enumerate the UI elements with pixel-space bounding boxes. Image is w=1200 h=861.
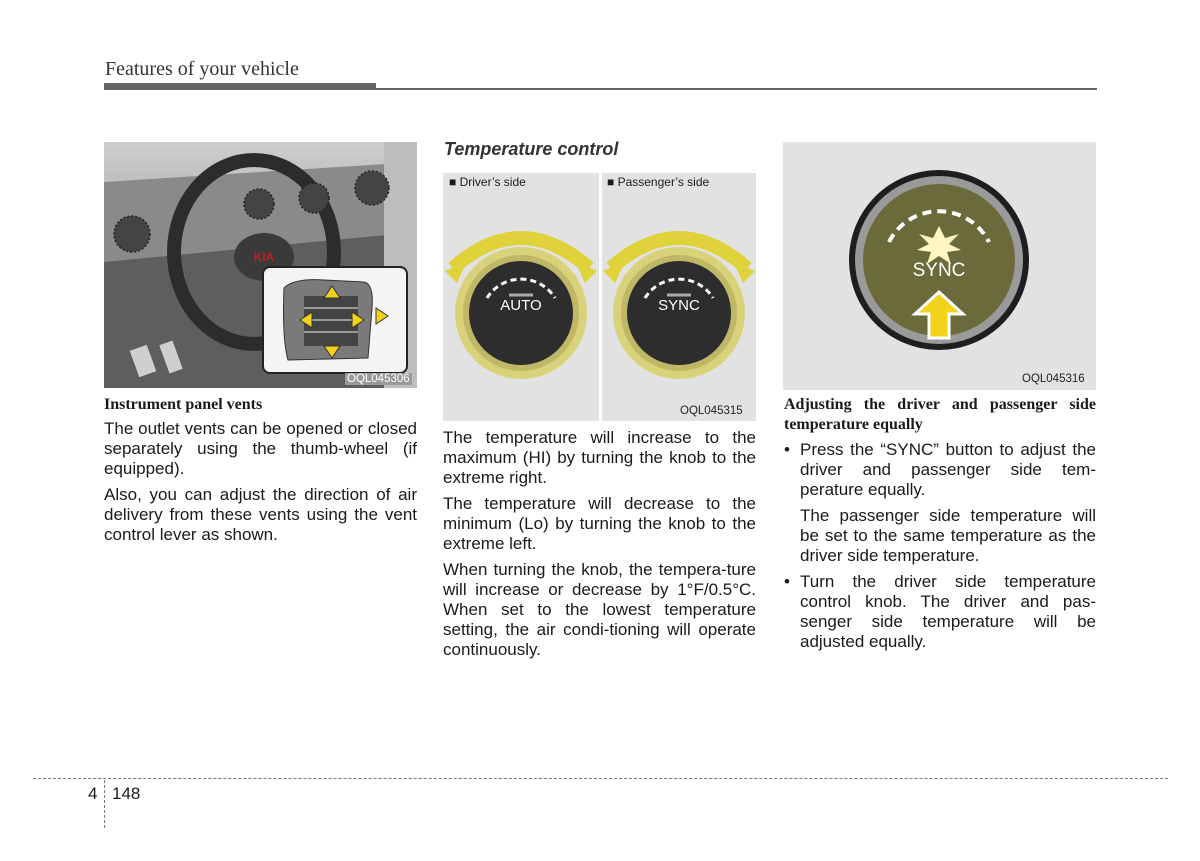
sync-bullet-1-continuation: The passenger side temperature will be set to the same temperature as the driver side temperature. bbox=[800, 506, 1096, 565]
temp-knobs-figure-code: OQL045315 bbox=[680, 405, 743, 417]
drivers-side-label: ■ Driver’s side bbox=[449, 175, 526, 189]
footer-dashed-rule bbox=[33, 778, 1168, 779]
chapter-number: 4 bbox=[88, 784, 98, 803]
vent-inset bbox=[262, 266, 408, 374]
vents-body bbox=[104, 419, 417, 545]
vents-paragraph-2: Also, you can adjust the direction of air delivery from these vents using the vent control lever as shown. bbox=[104, 485, 417, 544]
header-rule-thin bbox=[104, 88, 1097, 90]
vents-heading: Instrument panel vents bbox=[104, 396, 263, 413]
temp-paragraph-1: The temperature will increase to the maximum (HI) by turning the knob to the extreme right. bbox=[443, 428, 756, 487]
temp-paragraph-3: When turning the knob, the tempera-ture will increase or decrease by 1°F/0.5°C. When set to the lowest temperature setting, the air condi-tioning will operate continuously. bbox=[443, 560, 756, 659]
auto-knob-label: AUTO bbox=[500, 297, 542, 314]
sync-button-label: SYNC bbox=[912, 260, 966, 281]
temperature-body bbox=[443, 428, 756, 660]
footer-vertical-rule bbox=[104, 780, 105, 828]
sync-knob-label: SYNC bbox=[658, 297, 700, 314]
vents-paragraph-1: The outlet vents can be opened or closed separately using the thumb-wheel (if equipped). bbox=[104, 419, 417, 478]
sync-bullet-1-text: Press the “SYNC” button to adjust the driver and passenger side tem-perature equally. bbox=[800, 440, 1096, 499]
page-number: 148 bbox=[112, 784, 141, 803]
sync-figure-code: OQL045316 bbox=[1022, 373, 1085, 385]
svg-text:KIA: KIA bbox=[253, 250, 275, 264]
sync-body bbox=[784, 440, 1096, 652]
bullet-mark: • bbox=[784, 572, 790, 591]
vents-figure bbox=[104, 142, 417, 388]
vents-figure-code: OQL045306 bbox=[347, 373, 410, 385]
sync-heading: Adjusting the driver and passenger side temperature equally bbox=[784, 396, 1096, 433]
sync-bullet-2 bbox=[784, 572, 1096, 652]
sync-bullet-1 bbox=[784, 440, 1096, 566]
page-header-title: Features of your vehicle bbox=[105, 58, 299, 80]
passengers-side-label: ■ Passenger’s side bbox=[607, 175, 710, 189]
temp-paragraph-2: The temperature will decrease to the minimum (Lo) by turning the knob to the extreme left. bbox=[443, 494, 756, 553]
bullet-mark: • bbox=[784, 440, 790, 459]
temperature-control-heading: Temperature control bbox=[444, 139, 619, 159]
temp-knobs-figure bbox=[443, 173, 756, 421]
vent-closeup bbox=[264, 268, 406, 372]
sync-figure bbox=[783, 142, 1096, 390]
sync-bullet-2-text: Turn the driver side temperature control knob. The driver and pas-senger side temperature will be adjusted equally. bbox=[800, 572, 1096, 651]
